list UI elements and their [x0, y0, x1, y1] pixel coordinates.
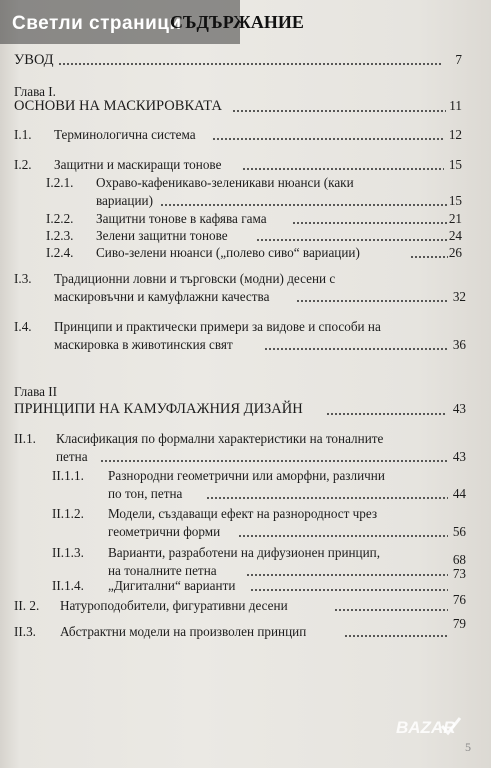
- toc-entry-page: 44: [452, 486, 466, 501]
- toc-entry-page: 79: [452, 616, 466, 631]
- watermark-text: Светли страници: [12, 13, 182, 34]
- chapter-1-title: ОСНОВИ НА МАСКИРОВКАТА: [14, 98, 222, 114]
- toc-entry-label-line1: Модели, създаващи ефект на разнородност чрез: [108, 506, 378, 521]
- dot-leader: [292, 222, 448, 224]
- toc-entry-number: I.1.: [14, 127, 32, 142]
- toc-entry-number: I.2.2.: [46, 211, 74, 226]
- chapter-1-label: Глава I.: [14, 84, 56, 99]
- toc-entry-page: 26: [448, 245, 462, 260]
- toc-entry-number: I.2.: [14, 157, 32, 172]
- toc-entry-label-line1: Варианти, разработени на дифузионен принцип,: [108, 545, 381, 560]
- dot-leader: [250, 589, 448, 591]
- toc-entry-number: II.1.4.: [52, 578, 84, 593]
- toc-entry-number: II. 2.: [14, 598, 40, 613]
- toc-entry-number: I.2.1.: [46, 175, 74, 190]
- chapter-2-label: Глава II: [14, 384, 58, 399]
- dot-leader: [238, 535, 448, 537]
- dot-leader: [58, 63, 443, 65]
- dot-leader: [206, 497, 448, 499]
- dot-leader: [296, 300, 448, 302]
- toc-entry-label-line2: геометрични форми: [108, 524, 221, 539]
- toc-entry-label-line1: Охраво-кафеникаво-зеленикави нюанси (каки: [96, 175, 354, 190]
- toc-entry-label: Защитни и маскиращи тонове: [54, 157, 222, 172]
- toc-entry-label-line2: петна: [56, 449, 88, 464]
- toc-entry-label-line1: Традиционни ловни и търговски (модни) десени с: [54, 271, 336, 286]
- toc-entry-number: II.1.: [14, 431, 36, 446]
- toc-entry-number: I.4.: [14, 319, 32, 334]
- toc-entry-number: I.2.3.: [46, 228, 74, 243]
- chapter-1-page: 11: [449, 98, 462, 113]
- toc-entry-label-line2: по тон, петна: [108, 486, 183, 501]
- toc-entry-page: 76: [452, 592, 466, 607]
- toc-entry-label: Натуроподобители, фигуративни десени: [60, 598, 288, 613]
- dot-leader: [160, 204, 448, 206]
- chapter-2-page: 43: [452, 401, 466, 416]
- toc-entry-page: 32: [452, 289, 466, 304]
- toc-entry-label-line1: Принципи и практически примери за видове и способи на: [54, 319, 381, 334]
- toc-entry-label-line1: Разнородни геометрични или аморфни, различни: [108, 468, 385, 483]
- dot-leader: [326, 413, 446, 415]
- toc-entry-page: 43: [452, 449, 466, 464]
- dot-leader: [100, 460, 448, 462]
- bazar-watermark: BAZAR: [396, 718, 456, 737]
- chapter-2-title: ПРИНЦИПИ НА КАМУФЛАЖНИЯ ДИЗАЙН: [14, 401, 303, 417]
- dot-leader: [232, 110, 446, 112]
- toc-entry-label: Зелени защитни тонове: [96, 228, 228, 243]
- toc-entry-number: II.1.1.: [52, 468, 84, 483]
- dot-leader: [212, 138, 444, 140]
- toc-entry-page: 21: [448, 211, 462, 226]
- dot-leader: [242, 168, 444, 170]
- toc-entry-label-line2: на тоналните петна: [108, 563, 217, 578]
- toc-entry-number: II.3.: [14, 624, 36, 639]
- dot-leader: [344, 635, 448, 637]
- toc-entry-uvod-page: 7: [455, 52, 462, 67]
- toc-entry-number: I.3.: [14, 271, 32, 286]
- toc-heading: СЪДЪРЖАНИЕ: [170, 12, 304, 32]
- toc-entry-page: 68: [452, 552, 466, 567]
- toc-entry-page: 15: [448, 193, 462, 208]
- dot-leader: [334, 609, 448, 611]
- toc-entry-label-line2: вариации): [96, 193, 153, 208]
- toc-entry-label-line1: Класификация по формални характеристики на тоналните: [56, 431, 384, 446]
- toc-entry-number: II.1.3.: [52, 545, 84, 560]
- toc-entry-label: Сиво-зелени нюанси („полево сиво“ вариации): [96, 245, 360, 260]
- toc-entry-label: Защитни тонове в кафява гама: [96, 211, 267, 226]
- toc-entry-page: 36: [452, 337, 466, 352]
- toc-entry-label: „Дигитални“ варианти: [108, 578, 236, 593]
- toc-entry-page: 24: [448, 228, 462, 243]
- toc-entry-page: 73: [452, 566, 466, 581]
- toc-entry-label-line2: маскировъчни и камуфлажни качества: [54, 289, 270, 304]
- toc-entry-page: 56: [452, 524, 466, 539]
- toc-entry-page: 15: [448, 157, 462, 172]
- dot-leader: [246, 574, 448, 576]
- toc-entry-label: Терминологична система: [54, 127, 196, 142]
- toc-entry-label: Абстрактни модели на произволен принцип: [60, 624, 307, 639]
- dot-leader: [256, 239, 448, 241]
- toc-entry-number: II.1.2.: [52, 506, 84, 521]
- dot-leader: [264, 348, 448, 350]
- toc-entry-label-line2: маскировка в животинския свят: [54, 337, 233, 352]
- toc-entry-number: I.2.4.: [46, 245, 74, 260]
- page-number: 5: [465, 740, 471, 754]
- toc-entry-uvod-label: УВОД: [14, 52, 54, 68]
- toc-entry-page: 12: [448, 127, 462, 142]
